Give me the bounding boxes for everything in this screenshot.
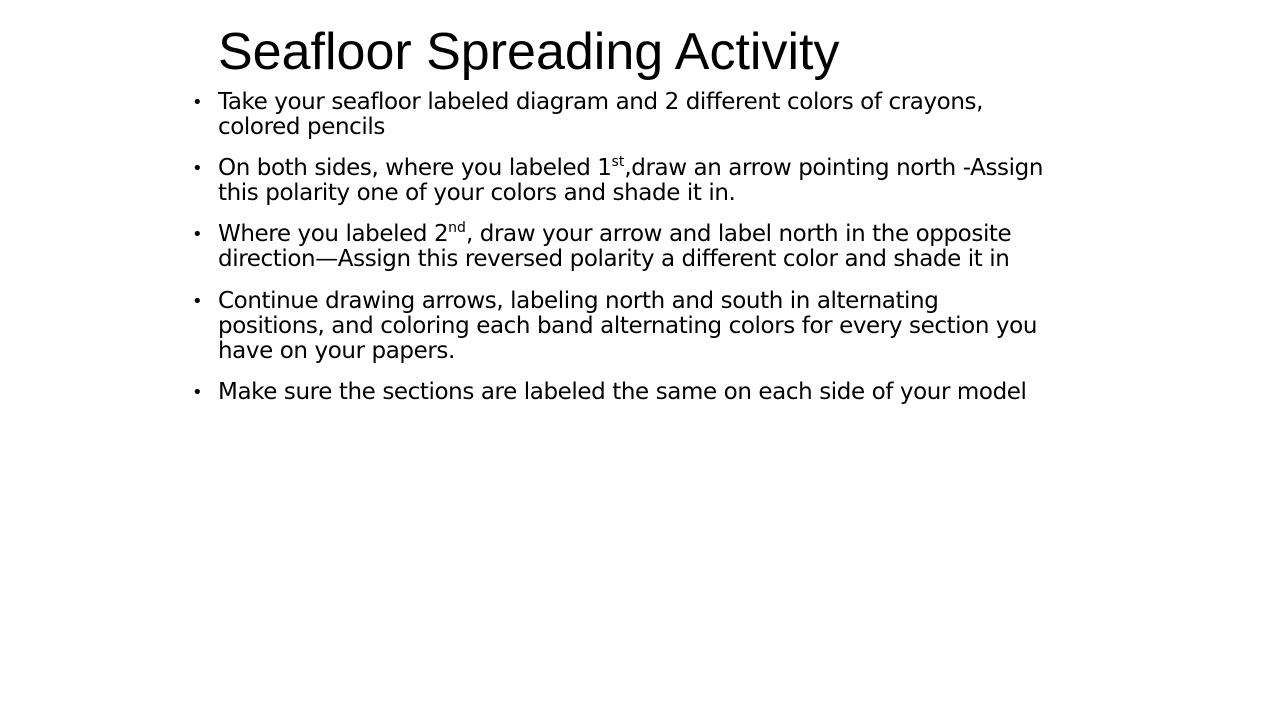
bullet-text: Continue drawing arrows, labeling north and south in alternating positions, and coloring each band alternating colors for every section you have on your papers. bbox=[218, 288, 1037, 364]
slide-title: Seafloor Spreading Activity bbox=[218, 23, 840, 81]
bullet-icon: • bbox=[192, 291, 203, 312]
bullet-item-4 bbox=[192, 288, 1048, 364]
ordinal-suffix: st bbox=[611, 154, 625, 170]
bullet-icon: • bbox=[192, 224, 203, 245]
bullet-list bbox=[192, 89, 1048, 421]
bullet-text-end: , draw your arrow and label north in the opposite direction—Assign this reversed polarity a different color and shade it in bbox=[218, 221, 1012, 272]
bullet-text-start: On both sides, where you labeled 1 bbox=[218, 155, 612, 181]
bullet-item-1 bbox=[192, 89, 1048, 140]
bullet-text: Make sure the sections are labeled the same on each side of your model bbox=[218, 379, 1027, 405]
bullet-icon: • bbox=[192, 382, 203, 403]
bullet-item-2 bbox=[192, 154, 1048, 206]
bullet-text-start: Where you labeled 2 bbox=[218, 221, 449, 247]
ordinal-suffix: nd bbox=[448, 220, 466, 236]
bullet-text-end: ,draw an arrow pointing north -Assign this polarity one of your colors and shade it in. bbox=[218, 155, 1044, 206]
bullet-item-3 bbox=[192, 220, 1048, 272]
bullet-text: Take your seafloor labeled diagram and 2 different colors of crayons, colored pencils bbox=[218, 89, 984, 140]
bullet-icon: • bbox=[192, 92, 203, 113]
bullet-item-5 bbox=[192, 379, 1048, 405]
bullet-icon: • bbox=[192, 158, 203, 179]
